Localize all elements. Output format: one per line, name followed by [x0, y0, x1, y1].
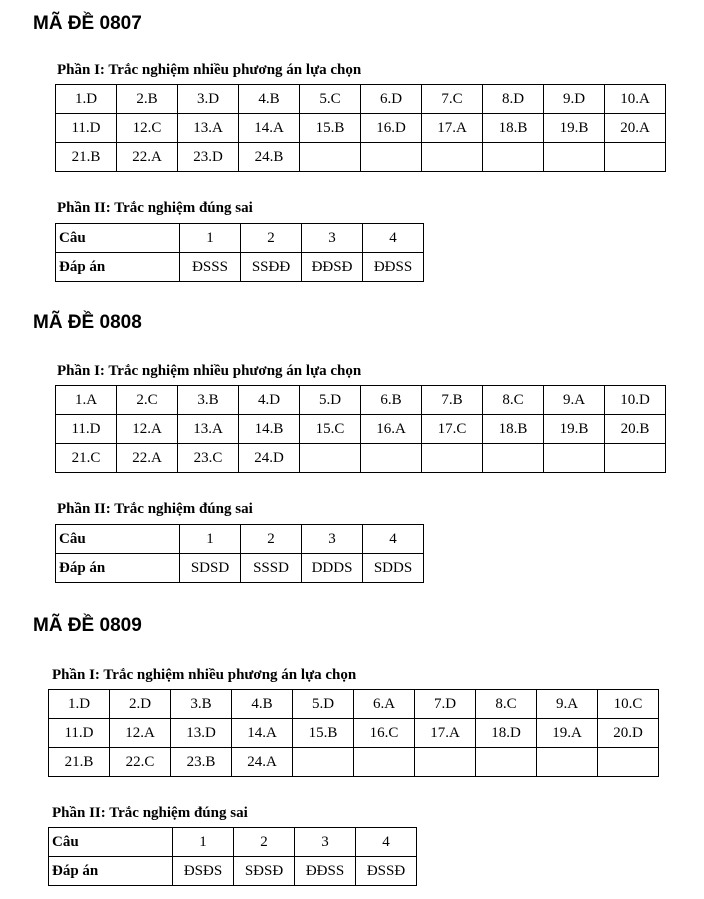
question-number: 3 — [302, 525, 363, 554]
part1-answer-table — [48, 689, 659, 777]
answer-cell: 11.D — [56, 415, 117, 444]
answer-cell: 9.A — [544, 386, 605, 415]
question-number: 3 — [302, 224, 363, 253]
table-row — [56, 224, 424, 253]
answer-cell: 8.C — [483, 386, 544, 415]
answer-row-label: Đáp án — [56, 253, 180, 282]
answer-cell: 23.C — [178, 444, 239, 473]
table-row — [49, 748, 659, 777]
answer-cell — [422, 444, 483, 473]
question-number: 4 — [363, 224, 424, 253]
answer-cell: 16.D — [361, 114, 422, 143]
answer-cell: 24.D — [239, 444, 300, 473]
answer-cell: 12.C — [117, 114, 178, 143]
answer-cell — [605, 444, 666, 473]
answer-cell: 12.A — [110, 719, 171, 748]
part1-title: Phần I: Trắc nghiệm nhiều phương án lựa chọn — [57, 62, 362, 78]
answer-cell: 10.C — [598, 690, 659, 719]
answer-cell: 4.D — [239, 386, 300, 415]
answer-cell — [544, 444, 605, 473]
exam-code-title: MÃ ĐỀ 0808 — [33, 312, 142, 333]
answer-cell: 10.A — [605, 85, 666, 114]
table-row — [56, 143, 666, 172]
table-row — [49, 828, 417, 857]
answer-cell: 18.B — [483, 114, 544, 143]
answer-cell: 9.A — [537, 690, 598, 719]
answer-cell: 24.B — [239, 143, 300, 172]
exam-code-title: MÃ ĐỀ 0807 — [33, 13, 142, 34]
exam-code-title: MÃ ĐỀ 0809 — [33, 615, 142, 636]
question-number: 1 — [173, 828, 234, 857]
answer-cell: 14.B — [239, 415, 300, 444]
answer-cell: 5.C — [300, 85, 361, 114]
answer-cell: 2.C — [117, 386, 178, 415]
table-row — [49, 690, 659, 719]
answer-cell: 4.B — [239, 85, 300, 114]
part2-answer-table — [55, 524, 424, 583]
answer-cell: 5.D — [293, 690, 354, 719]
answer-cell: 21.B — [56, 143, 117, 172]
answer-cell: 16.C — [354, 719, 415, 748]
answer-cell: 19.B — [544, 114, 605, 143]
answer-cell: 14.A — [239, 114, 300, 143]
answer-cell: 18.D — [476, 719, 537, 748]
table-row — [56, 85, 666, 114]
answer-cell — [293, 748, 354, 777]
answer-cell — [415, 748, 476, 777]
answer-cell: 5.D — [300, 386, 361, 415]
answer-cell: 11.D — [56, 114, 117, 143]
table-row — [56, 444, 666, 473]
answer-cell: 2.D — [110, 690, 171, 719]
part1-title: Phần I: Trắc nghiệm nhiều phương án lựa chọn — [52, 667, 357, 683]
question-number: 2 — [241, 224, 302, 253]
answer-cell: 23.D — [178, 143, 239, 172]
answer-cell: 17.A — [415, 719, 476, 748]
answer-cell: 10.D — [605, 386, 666, 415]
answer-cell: 12.A — [117, 415, 178, 444]
answer-cell — [422, 143, 483, 172]
answer-cell: 7.D — [415, 690, 476, 719]
answer-cell: 6.A — [354, 690, 415, 719]
answer-cell: 2.B — [117, 85, 178, 114]
answer-cell — [361, 444, 422, 473]
answer-cell: 6.D — [361, 85, 422, 114]
answer-cell: 22.A — [117, 143, 178, 172]
answer-cell: 20.D — [598, 719, 659, 748]
answer-cell: 11.D — [49, 719, 110, 748]
answer-cell: 13.A — [178, 415, 239, 444]
part2-title: Phần II: Trắc nghiệm đúng sai — [52, 805, 248, 821]
table-row — [56, 386, 666, 415]
part1-answer-table — [55, 385, 666, 473]
answer-cell: 24.A — [232, 748, 293, 777]
true-false-answer: SĐSĐ — [234, 857, 295, 886]
answer-cell: 3.B — [171, 690, 232, 719]
part1-title: Phần I: Trắc nghiệm nhiều phương án lựa chọn — [57, 363, 362, 379]
table-row — [49, 719, 659, 748]
answer-cell: 13.D — [171, 719, 232, 748]
answer-cell: 20.A — [605, 114, 666, 143]
answer-cell: 17.A — [422, 114, 483, 143]
answer-cell: 13.A — [178, 114, 239, 143]
question-number: 2 — [234, 828, 295, 857]
answer-cell: 1.A — [56, 386, 117, 415]
answer-cell: 4.B — [232, 690, 293, 719]
answer-cell: 23.B — [171, 748, 232, 777]
question-header-label: Câu — [56, 525, 180, 554]
question-number: 1 — [180, 224, 241, 253]
true-false-answer: ĐSĐS — [173, 857, 234, 886]
true-false-answer: ĐĐSĐ — [302, 253, 363, 282]
question-number: 4 — [363, 525, 424, 554]
answer-cell — [361, 143, 422, 172]
answer-cell: 1.D — [49, 690, 110, 719]
question-number: 2 — [241, 525, 302, 554]
answer-cell — [483, 143, 544, 172]
question-number: 4 — [356, 828, 417, 857]
true-false-answer: SSSD — [241, 554, 302, 583]
answer-cell: 15.B — [300, 114, 361, 143]
answer-cell: 7.C — [422, 85, 483, 114]
question-header-label: Câu — [56, 224, 180, 253]
answer-cell — [300, 143, 361, 172]
table-row — [56, 554, 424, 583]
answer-cell: 6.B — [361, 386, 422, 415]
answer-row-label: Đáp án — [56, 554, 180, 583]
table-row — [56, 525, 424, 554]
answer-cell — [476, 748, 537, 777]
answer-cell — [483, 444, 544, 473]
table-row — [56, 114, 666, 143]
true-false-answer: ĐĐSS — [363, 253, 424, 282]
answer-cell: 20.B — [605, 415, 666, 444]
true-false-answer: DDDS — [302, 554, 363, 583]
part1-answer-table — [55, 84, 666, 172]
answer-cell: 15.C — [300, 415, 361, 444]
question-header-label: Câu — [49, 828, 173, 857]
answer-cell: 19.B — [544, 415, 605, 444]
question-number: 1 — [180, 525, 241, 554]
table-row — [49, 857, 417, 886]
answer-cell — [354, 748, 415, 777]
answer-cell: 1.D — [56, 85, 117, 114]
answer-cell: 16.A — [361, 415, 422, 444]
answer-cell — [598, 748, 659, 777]
answer-cell: 3.D — [178, 85, 239, 114]
table-row — [56, 253, 424, 282]
part2-title: Phần II: Trắc nghiệm đúng sai — [57, 501, 253, 517]
answer-cell: 9.D — [544, 85, 605, 114]
answer-cell: 21.B — [49, 748, 110, 777]
answer-cell — [537, 748, 598, 777]
true-false-answer: SDDS — [363, 554, 424, 583]
part2-answer-table — [55, 223, 424, 282]
answer-cell — [605, 143, 666, 172]
answer-cell: 18.B — [483, 415, 544, 444]
part2-answer-table — [48, 827, 417, 886]
answer-cell: 17.C — [422, 415, 483, 444]
answer-cell: 15.B — [293, 719, 354, 748]
part2-title: Phần II: Trắc nghiệm đúng sai — [57, 200, 253, 216]
question-number: 3 — [295, 828, 356, 857]
answer-cell: 3.B — [178, 386, 239, 415]
answer-cell: 19.A — [537, 719, 598, 748]
answer-cell — [544, 143, 605, 172]
true-false-answer: SDSD — [180, 554, 241, 583]
table-row — [56, 415, 666, 444]
answer-cell: 22.A — [117, 444, 178, 473]
answer-cell: 21.C — [56, 444, 117, 473]
true-false-answer: ĐSSĐ — [356, 857, 417, 886]
answer-row-label: Đáp án — [49, 857, 173, 886]
answer-cell: 14.A — [232, 719, 293, 748]
answer-cell: 22.C — [110, 748, 171, 777]
answer-cell: 8.D — [483, 85, 544, 114]
true-false-answer: ĐSSS — [180, 253, 241, 282]
answer-cell: 8.C — [476, 690, 537, 719]
answer-cell — [300, 444, 361, 473]
true-false-answer: SSĐĐ — [241, 253, 302, 282]
answer-cell: 7.B — [422, 386, 483, 415]
true-false-answer: ĐĐSS — [295, 857, 356, 886]
